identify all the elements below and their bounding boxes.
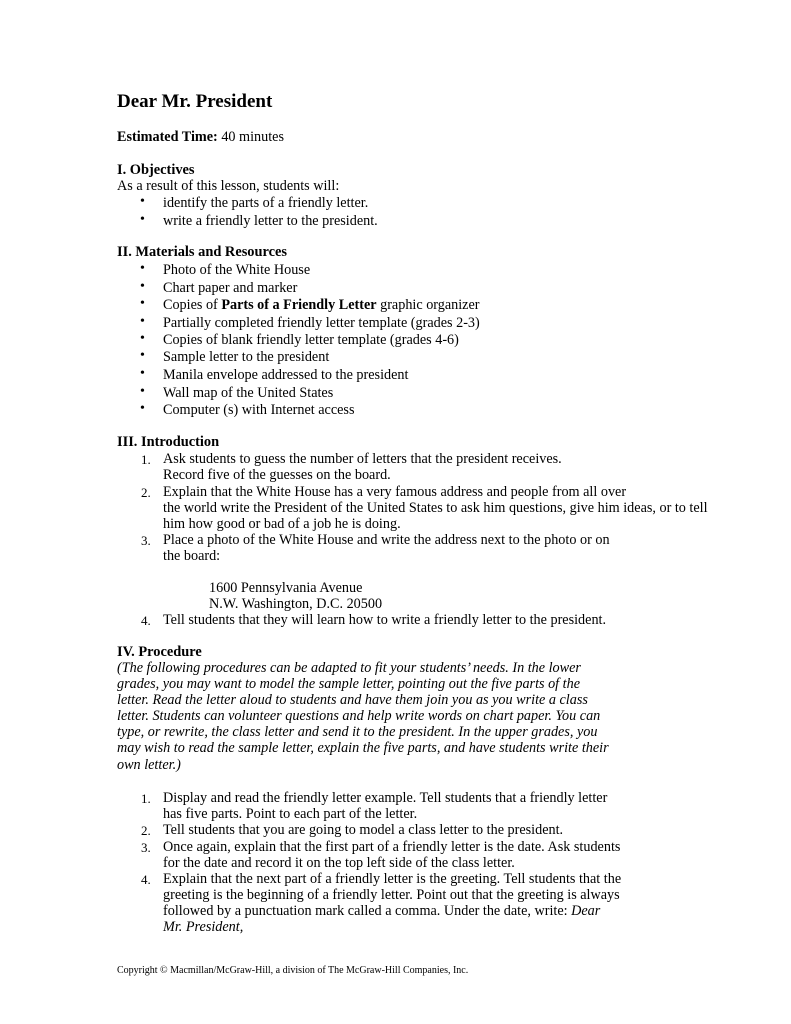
page-title: Dear Mr. President — [117, 91, 273, 112]
list-number: 3. — [141, 533, 151, 548]
procedure-step-italic: Dear — [571, 903, 601, 919]
copyright-footer: Copyright © Macmillan/McGraw-Hill, a division of The McGraw-Hill Companies, Inc. — [117, 965, 469, 976]
procedure-note-line: type, or rewrite, the class letter and send it to the president. In the upper grades, you — [117, 724, 598, 740]
material-item-post: graphic organizer — [376, 297, 480, 313]
objectives-heading: I. Objectives — [117, 162, 195, 178]
material-item: Copies of blank friendly letter template (grades 4-6) — [163, 332, 459, 348]
material-item — [163, 297, 480, 314]
intro-step-line: the board: — [163, 548, 221, 564]
bullet-icon: • — [140, 384, 145, 399]
procedure-step-line: has five parts. Point to each part of the letter. — [163, 806, 418, 822]
procedure-step-line: greeting is the beginning of a friendly letter. Point out that the greeting is always — [163, 887, 620, 903]
procedure-note-line: grades, you may want to model the sample letter, pointing out the five parts of the — [117, 676, 581, 692]
estimated-time-value: 40 minutes — [221, 129, 284, 145]
intro-step-line: Explain that the White House has a very famous address and people from all over — [163, 484, 627, 500]
material-item: Chart paper and marker — [163, 280, 298, 296]
material-item: Partially completed friendly letter template (grades 2-3) — [163, 315, 480, 331]
procedure-note-line: may wish to read the sample letter, explain the five parts, and have students write their — [117, 740, 609, 756]
material-item: Wall map of the United States — [163, 385, 334, 401]
objective-item: identify the parts of a friendly letter. — [163, 195, 369, 211]
list-number: 4. — [141, 613, 151, 628]
procedure-step-line — [163, 903, 600, 920]
bullet-icon: • — [140, 331, 145, 346]
material-item: Photo of the White House — [163, 262, 311, 278]
procedure-note-line: letter. Read the letter aloud to students and have them join you as you write a class — [117, 692, 588, 708]
bullet-icon: • — [140, 212, 145, 227]
introduction-heading: III. Introduction — [117, 434, 220, 450]
material-item: Manila envelope addressed to the president — [163, 367, 409, 383]
bullet-icon: • — [140, 194, 145, 209]
procedure-step-line: Mr. President, — [163, 919, 244, 935]
intro-step-line: Ask students to guess the number of letters that the president receives. — [163, 451, 562, 467]
objective-item: write a friendly letter to the president. — [163, 213, 378, 229]
bullet-icon: • — [140, 279, 145, 294]
estimated-time-label: Estimated Time: — [117, 129, 218, 145]
material-item: Computer (s) with Internet access — [163, 402, 355, 418]
list-number: 1. — [141, 791, 151, 806]
address-line: N.W. Washington, D.C. 20500 — [209, 596, 383, 612]
list-number: 3. — [141, 840, 151, 855]
procedure-step-text: followed by a punctuation mark called a comma. Under the date, write: — [163, 903, 572, 919]
objectives-intro: As a result of this lesson, students will: — [117, 178, 340, 194]
procedure-step-line: for the date and record it on the top left side of the class letter. — [163, 855, 515, 871]
material-item: Sample letter to the president — [163, 349, 330, 365]
procedure-step-line: Explain that the next part of a friendly letter is the greeting. Tell students that the — [163, 871, 622, 887]
bullet-icon: • — [140, 348, 145, 363]
bullet-icon: • — [140, 314, 145, 329]
bullet-icon: • — [140, 296, 145, 311]
bullet-icon: • — [140, 261, 145, 276]
materials-heading: II. Materials and Resources — [117, 244, 288, 260]
material-item-bold: Parts of a Friendly Letter — [221, 297, 377, 313]
list-number: 4. — [141, 872, 151, 887]
material-item-pre: Copies of — [163, 297, 222, 313]
procedure-note-line: own letter.) — [117, 757, 181, 773]
intro-step-line: Place a photo of the White House and write the address next to the photo or on — [163, 532, 610, 548]
procedure-note-line: (The following procedures can be adapted to fit your students’ needs. In the lower — [117, 660, 581, 676]
bullet-icon: • — [140, 401, 145, 416]
procedure-note-line: letter. Students can volunteer questions and help write words on chart paper. You can — [117, 708, 601, 724]
intro-step-line: the world write the President of the United States to ask him questions, give him ideas, or to tell — [163, 500, 708, 516]
list-number: 2. — [141, 823, 151, 838]
address-line: 1600 Pennsylvania Avenue — [209, 580, 363, 596]
procedure-heading: IV. Procedure — [117, 644, 202, 660]
intro-step-line: Record five of the guesses on the board. — [163, 467, 391, 483]
list-number: 1. — [141, 452, 151, 467]
list-number: 2. — [141, 485, 151, 500]
procedure-step-line: Once again, explain that the first part of a friendly letter is the date. Ask students — [163, 839, 621, 855]
procedure-step-line: Display and read the friendly letter example. Tell students that a friendly letter — [163, 790, 608, 806]
intro-step-line: Tell students that they will learn how to write a friendly letter to the president. — [163, 612, 607, 628]
estimated-time — [117, 129, 284, 146]
bullet-icon: • — [140, 366, 145, 381]
intro-step-line: him how good or bad of a job he is doing. — [163, 516, 401, 532]
procedure-step-line: Tell students that you are going to model a class letter to the president. — [163, 822, 564, 838]
